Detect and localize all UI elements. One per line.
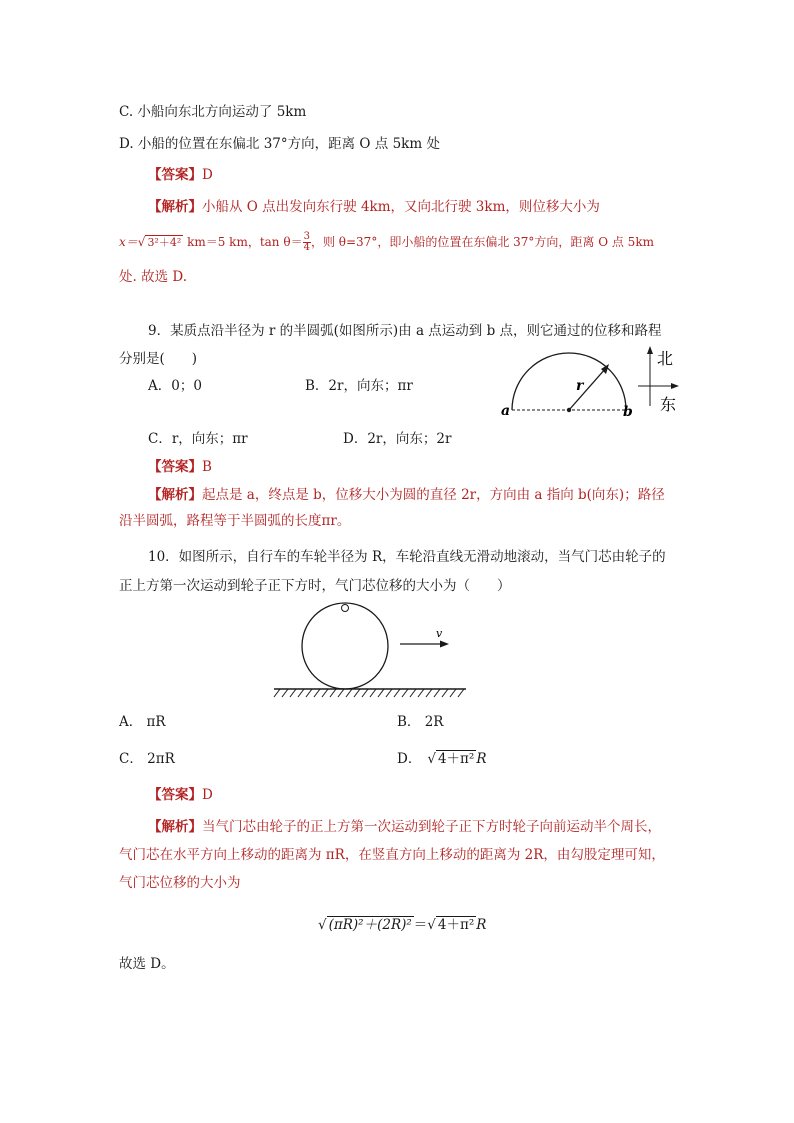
q9-semicircle-figure (498, 344, 688, 422)
fraction-denominator: 4 (303, 242, 310, 253)
label-east: 东 (660, 395, 677, 414)
formula-rest: ，则 θ=37°，即小船的位置在东偏北 37°方向，距离 O 点 5km (310, 235, 654, 249)
answer-value: D (202, 167, 213, 183)
q10-equation (318, 916, 486, 934)
q10-answer (148, 786, 213, 804)
q10-option-d (397, 750, 486, 768)
answer-tag: 【答案】 (148, 787, 202, 803)
fraction (303, 232, 311, 253)
option-radicand: 4＋π² (437, 751, 475, 767)
north-arrow-icon (647, 346, 653, 354)
q10-option-a: A． πR (119, 714, 166, 730)
q8-explanation-line-3: 处. 故选 D. (119, 269, 188, 285)
q9-option-d: D．2r，向东；2r (343, 431, 452, 447)
explanation-text: 当气门芯由轮子的正上方第一次运动到轮子正下方时轮子向前运动半个周长， (202, 819, 661, 835)
velocity-arrowhead-icon (440, 641, 449, 648)
q10-explanation-line-1 (148, 818, 661, 836)
sqrt-icon: √ (427, 917, 436, 933)
wheel-circle (302, 603, 388, 689)
q9-explanation-line-2: 沿半圆弧，路程等于半圆弧的长度πr。 (119, 513, 351, 529)
fraction-numerator: 3 (303, 231, 310, 242)
explanation-text: 起点是 a，终点是 b，位移大小为圆的直径 2r，方向由 a 指向 b(向东)；路径 (202, 487, 665, 503)
q9-option-a: A．0；0 (148, 378, 202, 394)
label-north: 北 (657, 349, 674, 368)
formula-x: x＝ (119, 235, 138, 249)
q9-option-b: B．2r，向东；πr (305, 378, 413, 394)
q8-explanation-line-1 (148, 198, 600, 216)
q10-explanation-line-2: 气门芯在水平方向上移动的距离为 πR，在竖直方向上移动的距离为 2R，由勾股定理可知， (119, 847, 665, 863)
valve-core-dot (342, 605, 349, 612)
label-v: v (436, 627, 443, 640)
q10-wheel-figure (270, 600, 470, 704)
q9-option-c: C．r，向东；πr (148, 431, 248, 447)
answer-value: D (202, 787, 213, 803)
q10-stem-line-2: 正上方第一次运动到轮子正下方时，气门芯位移的大小为（ ） (119, 578, 511, 594)
explanation-tag: 【解析】 (148, 819, 202, 835)
q9-explanation-line-1 (148, 486, 665, 504)
q10-option-b: B． 2R (397, 714, 444, 730)
explanation-tag: 【解析】 (148, 199, 202, 215)
sqrt-icon: √ (318, 917, 327, 933)
explanation-text: 小船从 O 点出发向东行驶 4km，又向北行驶 3km，则位移大小为 (202, 199, 600, 215)
equation-equals: ＝ (413, 917, 428, 933)
sqrt-icon: √ (137, 235, 146, 249)
equation-radicand: (πR)²＋(2R)² (328, 917, 412, 933)
formula-radicand: 3²＋4² (147, 236, 182, 249)
sqrt-icon: √ (427, 751, 436, 767)
q10-conclusion: 故选 D。 (119, 956, 175, 972)
q8-answer (148, 166, 213, 184)
formula-middle: km＝5 km，tan θ＝ (183, 235, 303, 249)
label-a: a (501, 403, 511, 419)
ground-hatching (274, 689, 464, 697)
equation-suffix: R (476, 917, 487, 933)
radius-arrow (569, 368, 606, 410)
answer-value: B (202, 459, 212, 475)
q8-option-c: C. 小船向东北方向运动了 5km (119, 104, 307, 120)
q10-stem-line-1: 10．如图所示，自行车的车轮半径为 R，车轮沿直线无滑动地滚动，当气门芯由轮子的 (148, 549, 666, 565)
east-arrow-icon (671, 383, 679, 389)
option-label: D． (397, 751, 422, 767)
q8-option-d: D. 小船的位置在东偏北 37°方向，距离 O 点 5km 处 (119, 136, 440, 152)
explanation-tag: 【解析】 (148, 487, 202, 503)
equation-radicand-2: 4＋π² (437, 917, 475, 933)
q10-explanation-line-3: 气门芯位移的大小为 (119, 875, 241, 891)
semicircle-arc (512, 353, 626, 410)
q10-option-c: C． 2πR (119, 751, 175, 767)
q8-formula-line (119, 232, 654, 253)
q9-answer (148, 458, 212, 476)
answer-tag: 【答案】 (148, 167, 202, 183)
label-r: r (576, 378, 584, 394)
label-b: b (623, 404, 633, 420)
q9-stem-line-1: 9．某质点沿半径为 r 的半圆弧(如图所示)由 a 点运动到 b 点，则它通过的位移和路程 (148, 323, 662, 339)
q9-stem-line-2: 分别是( ) (119, 351, 198, 367)
option-suffix: R (476, 751, 487, 767)
answer-tag: 【答案】 (148, 459, 202, 475)
